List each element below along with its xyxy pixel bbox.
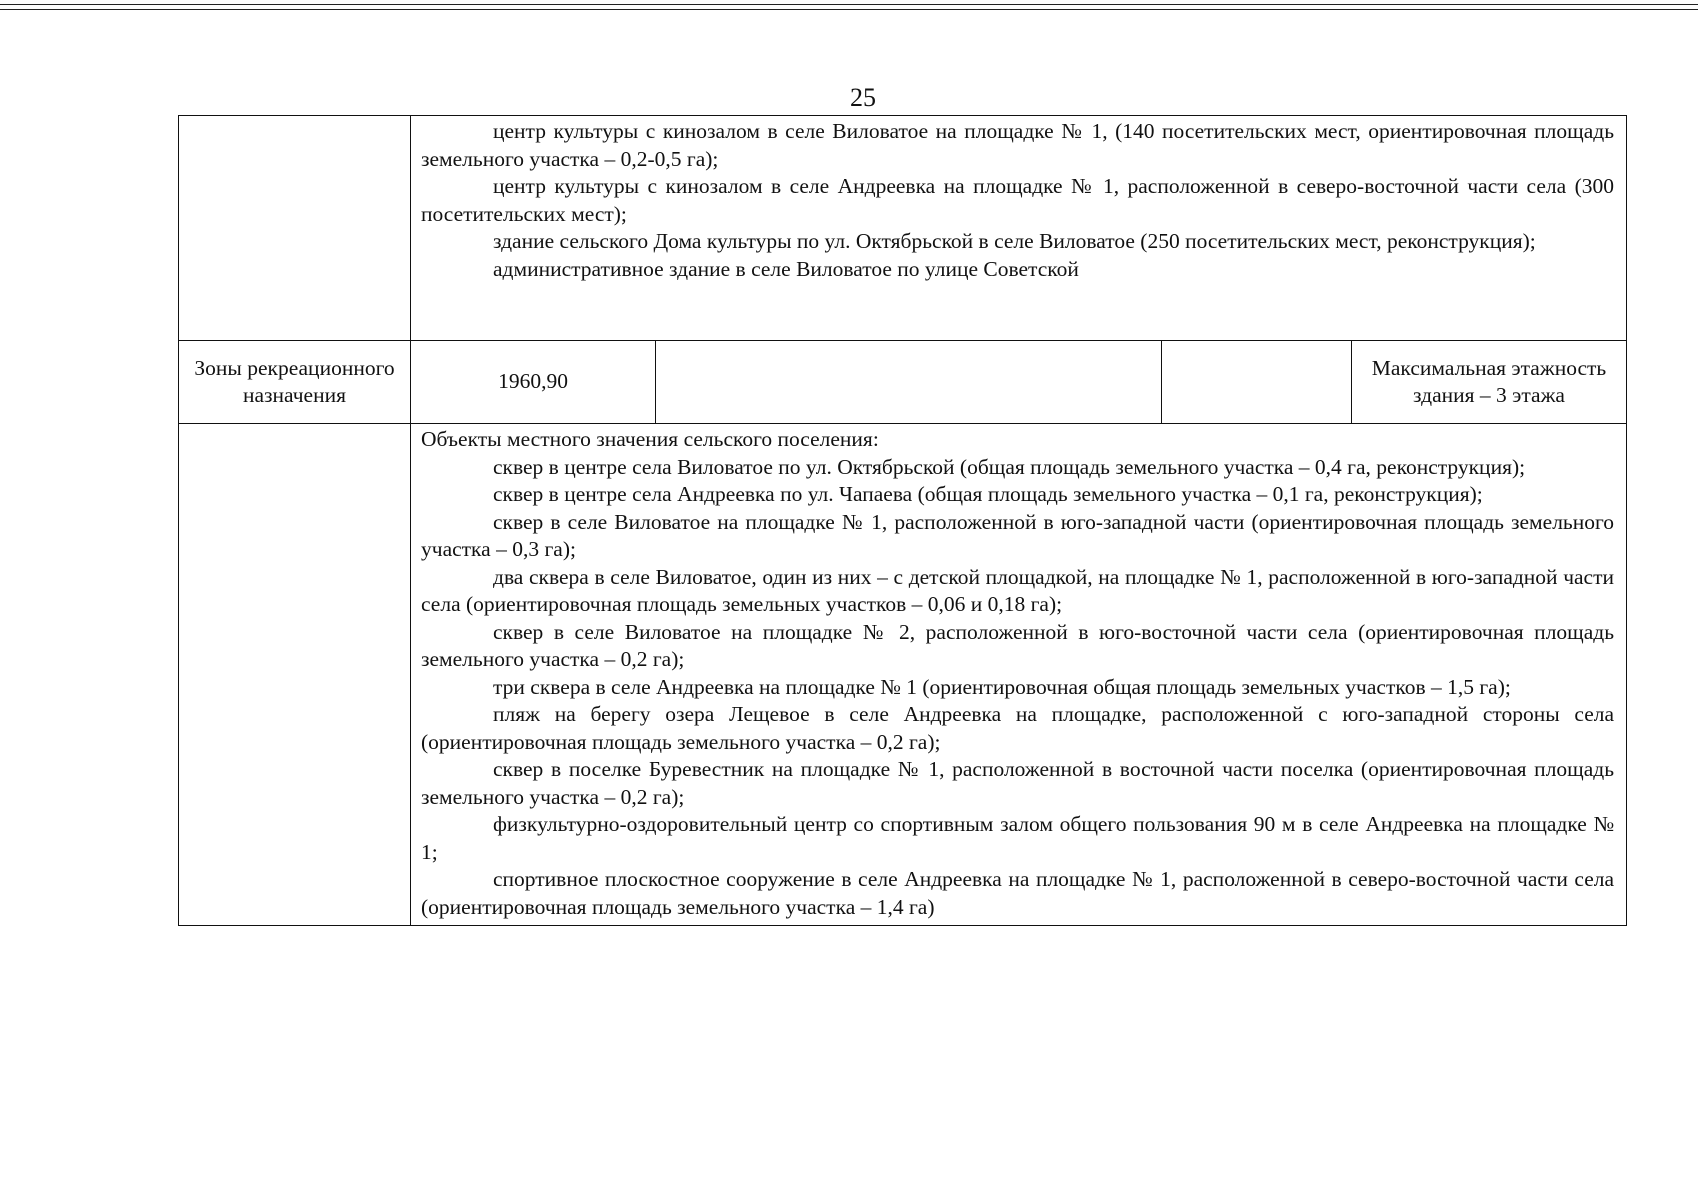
- recreation-item: два сквера в селе Виловатое, один из них – с детской площадкой, на площадке № 1, расположенной в юго-западной части села (ориентировочная площадь земельных участков – 0,06 и 0,18 га);: [421, 564, 1615, 616]
- zone-col3-cell: [656, 341, 1162, 424]
- empty-zone-cell: [179, 116, 411, 341]
- recreation-zone-row: [179, 341, 1627, 424]
- recreation-item: сквер в селе Виловатое на площадке № 2, расположенной в юго-восточной части села (ориентировочная площадь земельного участка – 0,2 га);: [421, 619, 1615, 671]
- culture-item: центр культуры с кинозалом в селе Виловатое на площадке № 1, (140 посетительских мест, ориентировочная площадь земельного участка – 0,2-0,5 га);: [421, 119, 1615, 171]
- recreation-item: сквер в центре села Виловатое по ул. Октябрьской (общая площадь земельного участка – 0,4 га, реконструкция);: [493, 454, 1526, 479]
- top-border-line-secondary: [0, 9, 1698, 10]
- empty-zone-cell: [179, 424, 411, 926]
- page-number: 25: [850, 83, 876, 112]
- max-floors-cell: Максимальная этажность здания – 3 этажа: [1352, 341, 1627, 424]
- culture-objects-row: [179, 116, 1627, 341]
- recreation-item: спортивное плоскостное сооружение в селе Андреевка на площадке № 1, расположенной в северо-восточной части села (ориентировочная площадь земельного участка – 1,4 га): [421, 867, 1615, 919]
- recreation-item: сквер в селе Виловатое на площадке № 1, расположенной в юго-западной части (ориентировочная площадь земельного участка – 0,3 га);: [421, 509, 1615, 561]
- culture-item: центр культуры с кинозалом в селе Андреевка на площадке № 1, расположенной в северо-восточной части села (300 посетительских мест);: [421, 174, 1615, 226]
- culture-item: административное здание в селе Виловатое по улице Советской: [493, 256, 1079, 281]
- recreation-item: физкультурно-оздоровительный центр со спортивным залом общего пользования 90 м в селе Андреевка на площадке № 1;: [421, 812, 1615, 864]
- recreation-item: сквер в центре села Андреевка по ул. Чапаева (общая площадь земельного участка – 0,1 га, реконструкция);: [493, 482, 1483, 506]
- recreation-objects-row: [179, 424, 1627, 926]
- top-border-line: [0, 4, 1698, 5]
- recreation-item: три сквера в селе Андреевка на площадке № 1 (ориентировочная общая площадь земельных участков – 1,5 га);: [493, 674, 1511, 699]
- recreation-heading: Объекты местного значения сельского поселения:: [421, 427, 879, 451]
- zone-area-cell: 1960,90: [411, 341, 656, 424]
- zoning-table: [178, 115, 1627, 926]
- zone-col4-cell: [1162, 341, 1352, 424]
- zone-name-cell: Зоны рекреационного назначения: [179, 341, 411, 424]
- recreation-item: сквер в поселке Буревестник на площадке № 1, расположенной в восточной части поселка (ориентировочная площадь земельного участка – 0,2 га);: [421, 757, 1615, 809]
- recreation-item: пляж на берегу озера Лещевое в селе Андреевка на площадке, расположенной с юго-западной стороны села (ориентировочная площадь земельного участка – 0,2 га);: [421, 702, 1615, 754]
- culture-objects-cell: [411, 116, 1627, 341]
- culture-item: здание сельского Дома культуры по ул. Октябрьской в селе Виловатое (250 посетительских мест, реконструкция);: [493, 229, 1536, 253]
- recreation-objects-cell: [411, 424, 1627, 926]
